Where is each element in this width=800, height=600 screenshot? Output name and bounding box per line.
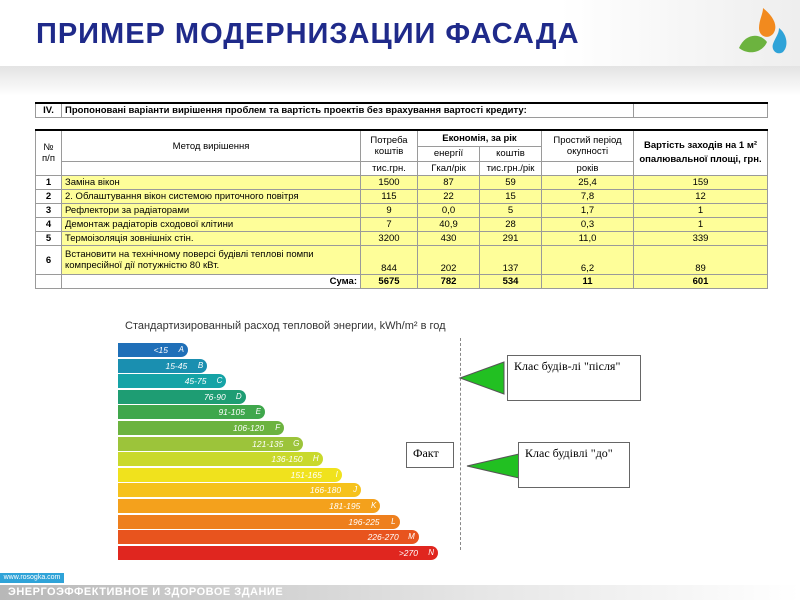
energy-class-range: 106-120 <box>232 423 265 433</box>
header-need: Потреба коштів <box>361 130 418 162</box>
energy-class-bar-a <box>118 343 188 357</box>
energy-class-letter: L <box>391 516 396 526</box>
table-row: 4 Демонтаж радіаторів сходової клітини 7 40,9 28 0,3 1 <box>36 218 768 232</box>
header-energy: енергії <box>418 146 480 161</box>
table-row: 2 2. Облаштування вікон системою приточного повітря 115 22 15 7,8 12 <box>36 190 768 204</box>
energy-class-range: <15 <box>153 345 168 355</box>
energy-class-bar-i <box>118 468 342 482</box>
energy-class-letter: I <box>335 469 338 479</box>
table-row: 6 Встановити на технічному поверсі будівлі теплові помпи компресійної дії потужністю 80 кВт. 844 202 137 6,2 89 <box>36 246 768 275</box>
energy-class-letter: D <box>235 391 242 401</box>
energy-class-bar-k <box>118 499 380 513</box>
section-title: Пропоновані варіанти вирішення проблем та вартість проектів без врахування вартості кредиту: <box>62 103 634 118</box>
energy-class-bar-h <box>118 452 323 466</box>
energy-class-range: 76-90 <box>203 391 226 402</box>
energy-class-letter: B <box>197 360 204 370</box>
callout-after: Клас будів-лі "після" <box>507 355 641 401</box>
table-row: 3 Рефлектори за радіаторами 9 0,0 5 1,7 1 <box>36 204 768 218</box>
energy-class-letter: K <box>370 501 377 510</box>
footer-site: www.rosogka.com <box>0 573 64 583</box>
energy-class-letter: N <box>428 547 434 557</box>
energy-class-range: 196-225 <box>348 516 380 527</box>
energy-class-letter: H <box>312 454 319 464</box>
energy-class-range: 226-270 <box>367 532 399 543</box>
cost-table <box>35 102 768 300</box>
energy-class-range: 181-195 <box>329 501 361 511</box>
sum-label: Сума: <box>62 275 361 289</box>
energy-class-range: 15-45 <box>165 360 188 371</box>
energy-class-letter: G <box>293 438 300 448</box>
header-money: коштів <box>480 146 542 161</box>
energy-class-bar-d <box>118 390 246 404</box>
section-no: IV. <box>36 103 62 118</box>
energy-class-range: 91-105 <box>218 407 245 418</box>
energy-class-range: 45-75 <box>184 376 207 387</box>
table-row: 1 Заміна вікон 1500 87 59 25,4 159 <box>36 176 768 190</box>
energy-class-letter: F <box>275 423 281 432</box>
energy-class-bar-n <box>118 546 438 560</box>
unit-money: тис.грн./рік <box>480 162 542 176</box>
header-no: № п/п <box>36 130 62 176</box>
energy-class-range: 136-150 <box>271 454 303 465</box>
unit-payback: років <box>542 162 634 176</box>
energy-class-letter: C <box>216 376 223 386</box>
energy-class-bar-c <box>118 374 226 388</box>
energy-class-bar-l <box>118 515 400 529</box>
energy-class-bar-b <box>118 359 207 373</box>
unit-need: тис.грн. <box>361 162 418 176</box>
energy-class-bar-f <box>118 421 284 435</box>
table-row: 5 Термоізоляція зовнішніх стін. 3200 430 291 11,0 339 <box>36 232 768 246</box>
chart-title: Стандартизированный расход тепловой энергии, kWh/m² в год <box>125 320 446 332</box>
header <box>0 0 800 66</box>
energy-class-letter: E <box>255 407 261 417</box>
energy-class-range: 121-135 <box>252 438 284 449</box>
page-title: ПРИМЕР МОДЕРНИЗАЦИИ ФАСАДА <box>36 18 580 50</box>
header-economy: Економія, за рік <box>418 130 542 146</box>
energy-class-letter: J <box>353 485 358 495</box>
energy-class-letter: M <box>408 532 415 542</box>
header-payback: Простий період окупності <box>542 130 634 162</box>
footer-text: ЭНЕРГОЭФФЕКТИВНОЕ И ЗДОРОВОЕ ЗДАНИЕ <box>8 586 284 598</box>
energy-class-range: >270 <box>398 547 418 558</box>
energy-class-range: 166-180 <box>309 485 342 496</box>
energy-class-bar-j <box>118 483 361 497</box>
energy-class-letter: A <box>178 345 184 354</box>
header-band <box>0 66 800 96</box>
energy-class-bar-g <box>118 437 303 451</box>
energy-class-bar-m <box>118 530 419 544</box>
arrow-after-icon <box>458 360 506 396</box>
unit-energy: Гкал/рік <box>418 162 480 176</box>
header-cost: Вартість заходів на 1 м² опалювальної площі, грн. <box>634 130 768 176</box>
logo-icon <box>733 4 793 62</box>
energy-class-bar-e <box>118 405 265 419</box>
header-method: Метод вирішення <box>62 130 361 162</box>
callout-fact: Факт <box>406 442 454 468</box>
energy-class-range: 151-165 <box>290 469 322 480</box>
arrow-before-icon <box>465 452 521 480</box>
table-sum-row: Сума: 5675 782 534 11 601 <box>36 275 768 289</box>
callout-before: Клас будівлі "до" <box>518 442 630 488</box>
